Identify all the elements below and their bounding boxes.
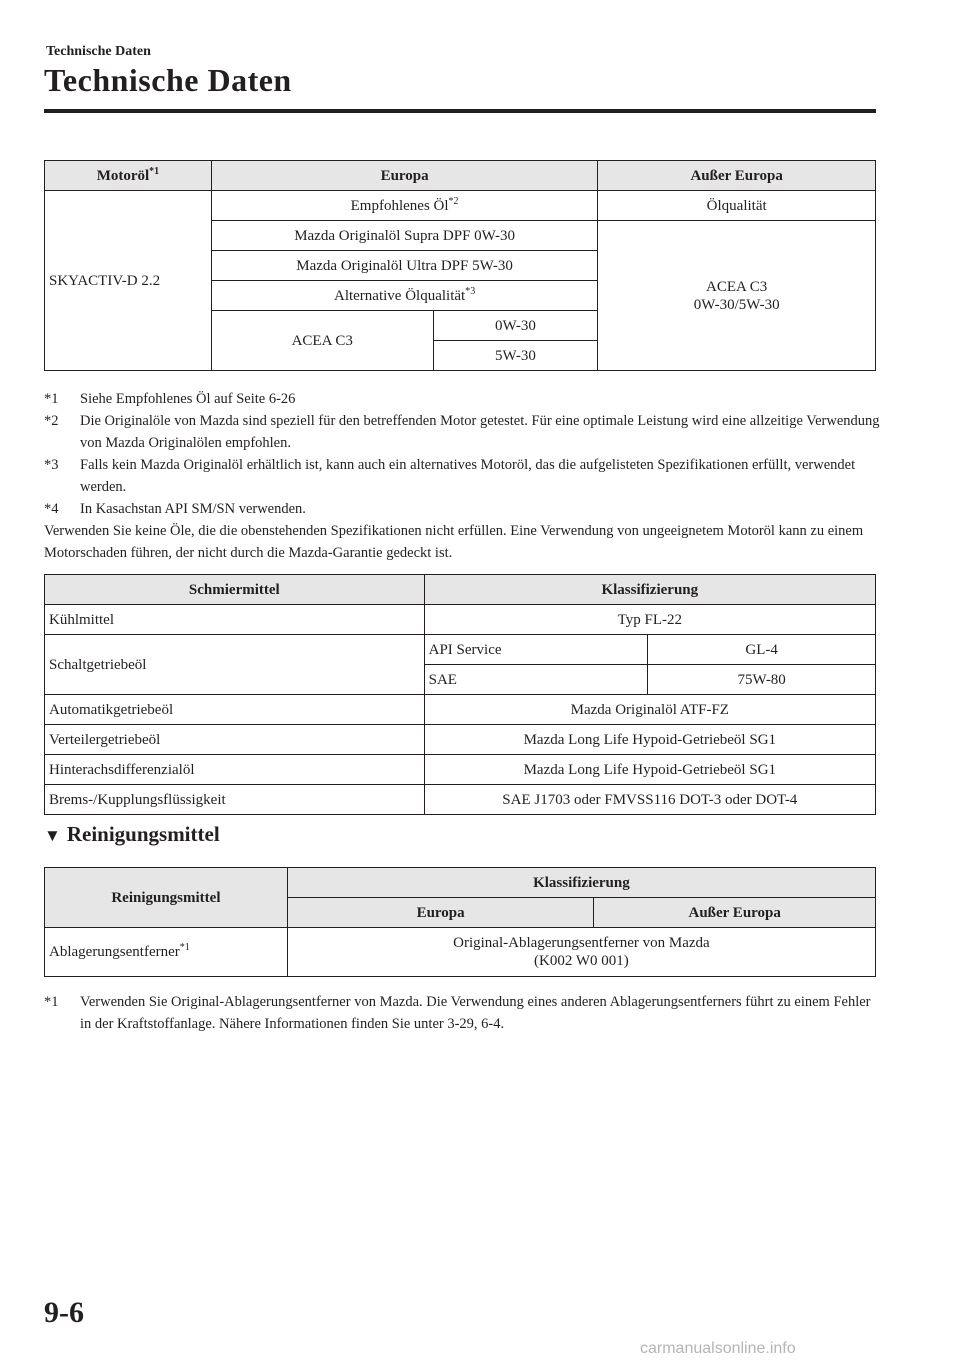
engine-name: SKYACTIV-D 2.2: [45, 191, 212, 371]
lubricant-value: Typ FL-22: [424, 605, 875, 635]
triangle-down-icon: ▼: [44, 826, 61, 845]
cleaning-agent-name: Ablagerungsentferner$^{*1}$: [45, 928, 288, 977]
footnote: *4 In Kasachstan API SM/SN verwenden.: [44, 501, 306, 517]
viscosity-5w30: 5W-30: [433, 341, 598, 371]
lubricant-name: Verteilergetriebeöl: [45, 725, 425, 755]
lubricant-value: Mazda Long Life Hypoid-Getriebeöl SG1: [424, 755, 875, 785]
acea-label: ACEA C3: [211, 311, 433, 371]
lubricant-name: Automatikgetriebeöl: [45, 695, 425, 725]
header-classification: Klassifizierung: [424, 575, 875, 605]
outside-europe-quality: ACEA C3 0W-30/5W-30: [598, 221, 876, 371]
lubricant-name: Hinterachsdifferenzialöl: [45, 755, 425, 785]
lubricant-value: Mazda Long Life Hypoid-Getriebeöl SG1: [424, 725, 875, 755]
header-engine-oil: Motoröl$^{*1}$: [45, 161, 212, 191]
cleaning-footnotes: [44, 991, 884, 1035]
title-rule: [44, 109, 876, 113]
api-service-label: API Service: [424, 635, 648, 665]
oil-supra: Mazda Originalöl Supra DPF 0W-30: [211, 221, 597, 251]
cleaning-agent-value: Original-Ablagerungsentferner von Mazda (K002 W0 001): [287, 928, 875, 977]
oil-ultra: Mazda Originalöl Ultra DPF 5W-30: [211, 251, 597, 281]
footnote: *3 Falls kein Mazda Originalöl erhältlich ist, kann auch ein alternatives Motoröl, das die aufgelisteten Spezifikationen erfüllt, verwendet werden.: [44, 457, 856, 495]
lubricant-value: SAE J1703 oder FMVSS116 DOT-3 oder DOT-4: [424, 785, 875, 815]
header-europe: Europa: [287, 898, 594, 928]
oil-footnotes: [44, 388, 884, 564]
lubricant-value: Mazda Originalöl ATF-FZ: [424, 695, 875, 725]
watermark: carmanualsonline.info: [640, 1340, 796, 1357]
page-title: Technische Daten: [44, 62, 292, 98]
header-cleaning-agent: Reinigungsmittel: [45, 868, 288, 928]
lubricant-name: Kühlmittel: [45, 605, 425, 635]
lubricants-table: [44, 574, 876, 815]
oil-warning: Verwenden Sie keine Öle, die die obenstehenden Spezifikationen nicht erfüllen. Eine Verwendung von ungeeignetem Motoröl kann zu einem Motorschaden führen, der nicht durch die Mazda-Garantie gedeckt ist.: [44, 523, 864, 561]
engine-oil-table: [44, 160, 876, 371]
cleaning-section-heading: ▼ Reinigungsmittel: [44, 822, 220, 846]
header-classification: Klassifizierung: [287, 868, 875, 898]
alternative-quality-label: Alternative Ölqualität$^{*3}$: [211, 281, 597, 311]
sae-value: 75W-80: [648, 665, 876, 695]
cleaning-table: [44, 867, 876, 977]
running-header: Technische Daten: [46, 44, 151, 59]
footnote: *2 Die Originalöle von Mazda sind speziell für den betreffenden Motor getestet. Für eine optimale Leistung wird eine allzeitige Verwendung von Mazda Originalölen empfohlen.: [44, 413, 880, 451]
lubricant-name: Brems-/Kupplungsflüssigkeit: [45, 785, 425, 815]
footnote: *1 Verwenden Sie Original-Ablagerungsentferner von Mazda. Die Verwendung eines anderen Ablagerungsentferners führt zu einem Fehler in der Kraftstoffanlage. Nähere Informationen finden Sie unter 3-29, 6-4.: [44, 994, 871, 1032]
page-number: 9-6: [44, 1296, 84, 1329]
footnote: *1 Siehe Empfohlenes Öl auf Seite 6-26: [44, 391, 296, 407]
lubricant-name: Schaltgetriebeöl: [45, 635, 425, 695]
header-europe: Europa: [211, 161, 597, 191]
header-outside-europe: Außer Europa: [598, 161, 876, 191]
recommended-oil-label: Empfohlenes $Öl^{*2}$: [211, 191, 597, 221]
api-service-value: GL-4: [648, 635, 876, 665]
viscosity-0w30: 0W-30: [433, 311, 598, 341]
sae-label: SAE: [424, 665, 648, 695]
oil-quality-label: Ölqualität: [598, 191, 876, 221]
header-outside-europe: Außer Europa: [594, 898, 876, 928]
header-lubricant: Schmiermittel: [45, 575, 425, 605]
